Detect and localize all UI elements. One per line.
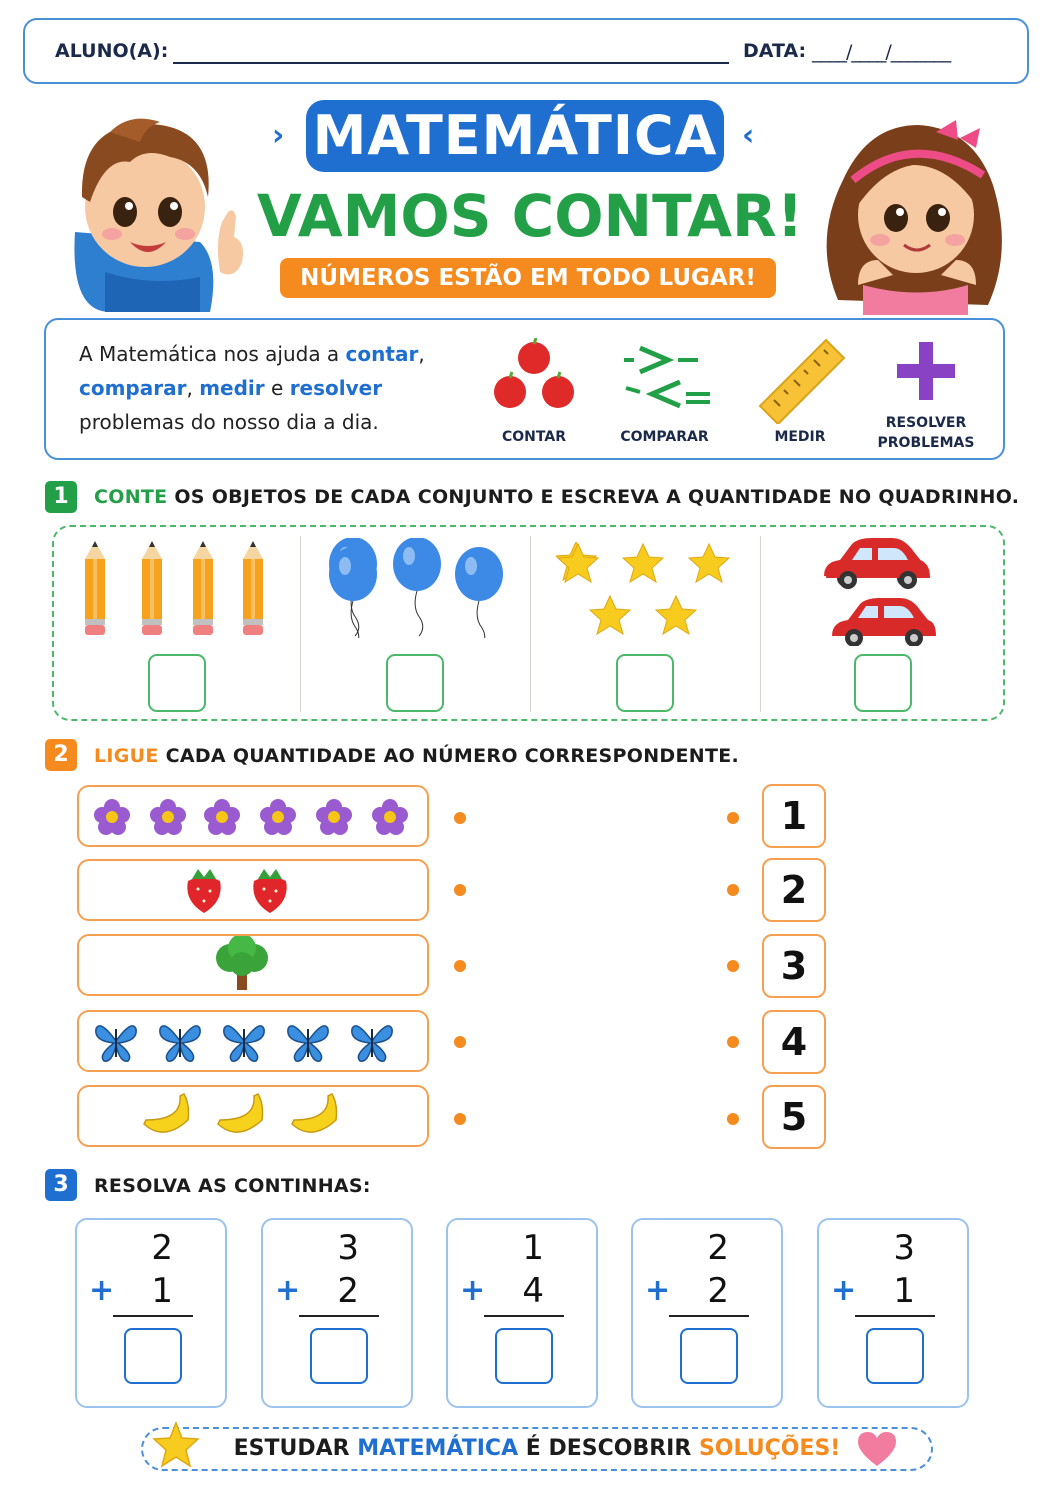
connect-dot-left[interactable] <box>454 960 466 972</box>
page-subtitle: VAMOS CONTAR! <box>256 182 804 250</box>
icon-label-contar: CONTAR <box>502 429 566 445</box>
tagline-badge: NÚMEROS ESTÃO EM TODO LUGAR! <box>280 258 776 298</box>
count-divider <box>760 536 761 712</box>
plus-sign: + <box>460 1273 486 1308</box>
sum-answer-box[interactable] <box>680 1328 738 1384</box>
sum-addend-a: 1 <box>522 1228 544 1268</box>
balloon-group <box>328 538 508 638</box>
answer-box-balloons[interactable] <box>386 654 444 712</box>
sum-addend-b: 2 <box>707 1271 729 1311</box>
connect-dot-left[interactable] <box>454 812 466 824</box>
section-3-title: RESOLVA AS CONTINHAS: <box>94 1175 371 1197</box>
number-box-4: 4 <box>762 1010 826 1074</box>
sum-answer-box[interactable] <box>124 1328 182 1384</box>
connect-dot-right[interactable] <box>727 884 739 896</box>
section-2-number: 2 <box>45 739 77 771</box>
connect-dot-right[interactable] <box>727 1113 739 1125</box>
icon-label-medir: MEDIR <box>774 429 826 445</box>
sum-answer-box[interactable] <box>495 1328 553 1384</box>
connect-dot-left[interactable] <box>454 884 466 896</box>
intro-text: A Matemática nos ajuda a contar, comparar, medir e resolver problemas do nosso dia a dia. <box>79 342 425 434</box>
sum-addend-b: 4 <box>522 1271 544 1311</box>
footer-message: ESTUDAR MATEMÁTICA É DESCOBRIR SOLUÇÕES! <box>233 1436 841 1461</box>
sum-addend-b: 1 <box>151 1271 173 1311</box>
plus-sign: + <box>831 1273 857 1308</box>
sum-addend-a: 2 <box>707 1228 729 1268</box>
count-divider <box>300 536 301 712</box>
section-1-number: 1 <box>45 481 77 513</box>
sum-answer-box[interactable] <box>866 1328 924 1384</box>
apples-icon <box>488 338 580 412</box>
sum-addend-b: 1 <box>893 1271 915 1311</box>
student-label: ALUNO(A): <box>55 40 169 62</box>
sparkle-right-icon: ‹ <box>742 118 755 153</box>
star-group <box>556 542 736 636</box>
boy-illustration <box>50 102 250 312</box>
sum-line <box>299 1315 379 1317</box>
section-3-number: 3 <box>45 1169 77 1201</box>
number-box-5: 5 <box>762 1085 826 1149</box>
sum-line <box>484 1315 564 1317</box>
butterfly-group <box>94 1021 404 1063</box>
number-box-2: 2 <box>762 858 826 922</box>
answer-box-pencils[interactable] <box>148 654 206 712</box>
sparkle-left-icon: › <box>272 118 285 153</box>
sum-addend-a: 3 <box>893 1228 915 1268</box>
answer-box-stars[interactable] <box>616 654 674 712</box>
count-divider <box>530 536 531 712</box>
sum-line <box>855 1315 935 1317</box>
plus-sign: + <box>275 1273 301 1308</box>
connect-dot-left[interactable] <box>454 1113 466 1125</box>
connect-dot-right[interactable] <box>727 960 739 972</box>
page-title: MATEMÁTICA <box>312 104 718 167</box>
connect-dot-right[interactable] <box>727 812 739 824</box>
icon-label-resolver: RESOLVER PROBLEMAS <box>877 415 975 451</box>
number-box-3: 3 <box>762 934 826 998</box>
plus-sign: + <box>89 1273 115 1308</box>
icon-label-comparar: COMPARAR <box>620 429 709 445</box>
student-name-line[interactable] <box>173 62 729 64</box>
compare-symbols-icon <box>620 340 715 415</box>
banana-group <box>140 1090 340 1142</box>
sum-line <box>669 1315 749 1317</box>
sum-addend-a: 2 <box>151 1228 173 1268</box>
number-box-1: 1 <box>762 784 826 848</box>
connect-dot-left[interactable] <box>454 1036 466 1048</box>
sum-addend-a: 3 <box>337 1228 359 1268</box>
sum-answer-box[interactable] <box>310 1328 368 1384</box>
answer-box-cars[interactable] <box>854 654 912 712</box>
strawberry-group <box>184 865 296 917</box>
plus-icon <box>897 342 955 400</box>
sum-addend-b: 2 <box>337 1271 359 1311</box>
date-blanks[interactable]: ____/____/_______ <box>812 41 951 63</box>
pencil-group <box>85 541 275 639</box>
tree-icon <box>214 936 270 992</box>
car-group <box>820 536 940 646</box>
ruler-icon <box>756 336 848 424</box>
section-2-title: LIGUE CADA QUANTIDADE AO NÚMERO CORRESPONDENTE. <box>94 745 740 767</box>
plus-sign: + <box>645 1273 671 1308</box>
flower-group <box>92 797 414 837</box>
section-1-title: CONTE OS OBJETOS DE CADA CONJUNTO E ESCREVA A QUANTIDADE NO QUADRINHO. <box>94 486 1020 508</box>
sum-line <box>113 1315 193 1317</box>
heart-icon <box>856 1430 898 1468</box>
date-label: DATA: <box>743 40 807 62</box>
connect-dot-right[interactable] <box>727 1036 739 1048</box>
girl-illustration <box>818 110 1008 315</box>
